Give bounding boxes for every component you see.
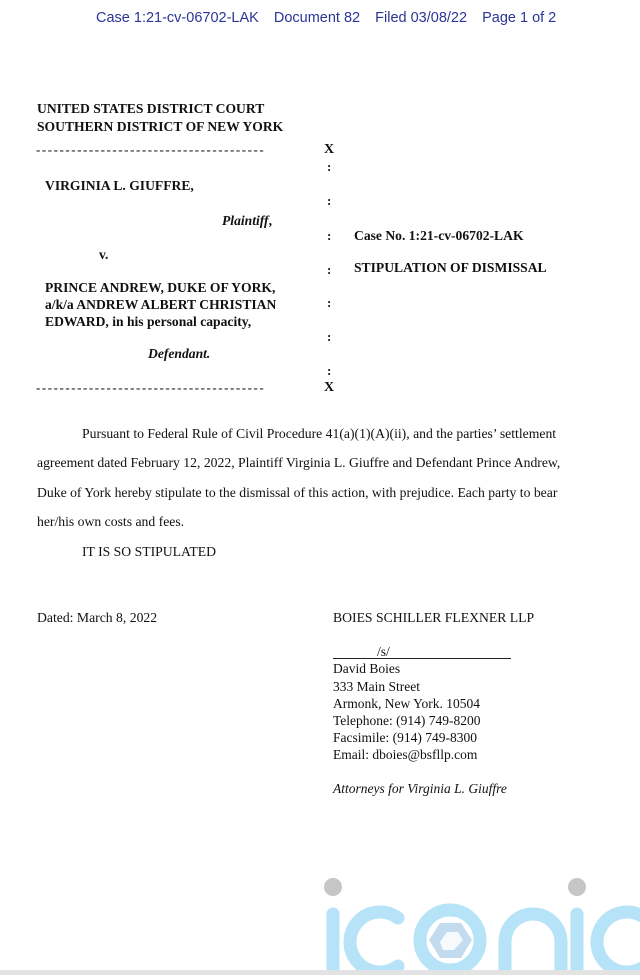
caption-bottom-rule: --------------------------------------- <box>36 380 266 395</box>
court-name-line-1: UNITED STATES DISTRICT COURT <box>37 101 265 116</box>
firm-name: BOIES SCHILLER FLEXNER LLP <box>333 610 535 625</box>
logo-n <box>505 914 561 970</box>
plaintiff-role-comma: , <box>268 213 272 228</box>
page-bottom-edge <box>0 970 640 975</box>
body-line-3: Duke of York hereby stipulate to the dismissal of this action, with prejudice. Each party to bear <box>37 485 558 500</box>
versus: v. <box>99 247 109 262</box>
caption-bottom-x: X <box>324 380 335 395</box>
caption-colon: : <box>327 159 332 174</box>
caption-colon: : <box>327 228 332 243</box>
signature-mark: /s/ <box>377 644 390 659</box>
case-number: Case No. 1:21-cv-06702-LAK <box>354 228 524 243</box>
logo-c-1 <box>350 912 398 972</box>
iconic-watermark-logo <box>312 870 640 980</box>
email: Email: dboies@bsfllp.com <box>333 747 478 762</box>
court-name-line-2: SOUTHERN DISTRICT OF NEW YORK <box>37 119 284 134</box>
header-page-count: Page 1 of 2 <box>482 10 557 26</box>
document-title: STIPULATION OF DISMISSAL <box>354 260 547 275</box>
address-line-2: Armonk, New York. 10504 <box>333 696 481 711</box>
stipulated-line: IT IS SO STIPULATED <box>82 544 216 559</box>
plaintiff-name: VIRGINIA L. GIUFFRE, <box>45 178 194 193</box>
logo-i-dot-2 <box>568 878 586 896</box>
header-filed-date: Filed 03/08/22 <box>375 10 468 26</box>
logo-c-2 <box>597 912 640 972</box>
logo-i-dot-1 <box>324 878 342 896</box>
defendant-line-3: EDWARD, in his personal capacity, <box>45 314 252 329</box>
caption-colon: : <box>327 262 332 277</box>
header-document-number: Document 82 <box>273 10 361 26</box>
body-line-1: Pursuant to Federal Rule of Civil Procedure 41(a)(1)(A)(ii), and the parties’ settlement <box>82 426 557 441</box>
header-case-number: Case 1:21-cv-06702-LAK <box>96 10 259 26</box>
defendant-role: Defendant. <box>148 346 211 361</box>
attorneys-for: Attorneys for Virginia L. Giuffre <box>333 781 507 796</box>
defendant-line-2: a/k/a ANDREW ALBERT CHRISTIAN <box>45 297 277 312</box>
attorney-name: David Boies <box>333 661 401 676</box>
address-line-1: 333 Main Street <box>333 679 420 694</box>
body-line-2: agreement dated February 12, 2022, Plaintiff Virginia L. Giuffre and Defendant Prince Andrew, <box>37 455 561 470</box>
ecf-header <box>96 10 567 26</box>
signature-line <box>333 658 511 659</box>
telephone: Telephone: (914) 749-8200 <box>333 713 481 728</box>
body-line-4: her/his own costs and fees. <box>37 514 185 529</box>
caption-colon: : <box>327 363 332 378</box>
caption-top-rule: --------------------------------------- <box>36 142 266 157</box>
dated-line: Dated: March 8, 2022 <box>37 610 158 625</box>
plaintiff-role <box>222 212 272 230</box>
caption-colon: : <box>327 193 332 208</box>
caption-colon: : <box>327 295 332 310</box>
caption-top-x: X <box>324 142 335 157</box>
plaintiff-role-label: Plaintiff <box>222 213 269 228</box>
defendant-line-1: PRINCE ANDREW, DUKE OF YORK, <box>45 280 276 295</box>
caption-colon: : <box>327 329 332 344</box>
iconic-logo-graphic <box>312 870 640 975</box>
facsimile: Facsimile: (914) 749-8300 <box>333 730 477 745</box>
